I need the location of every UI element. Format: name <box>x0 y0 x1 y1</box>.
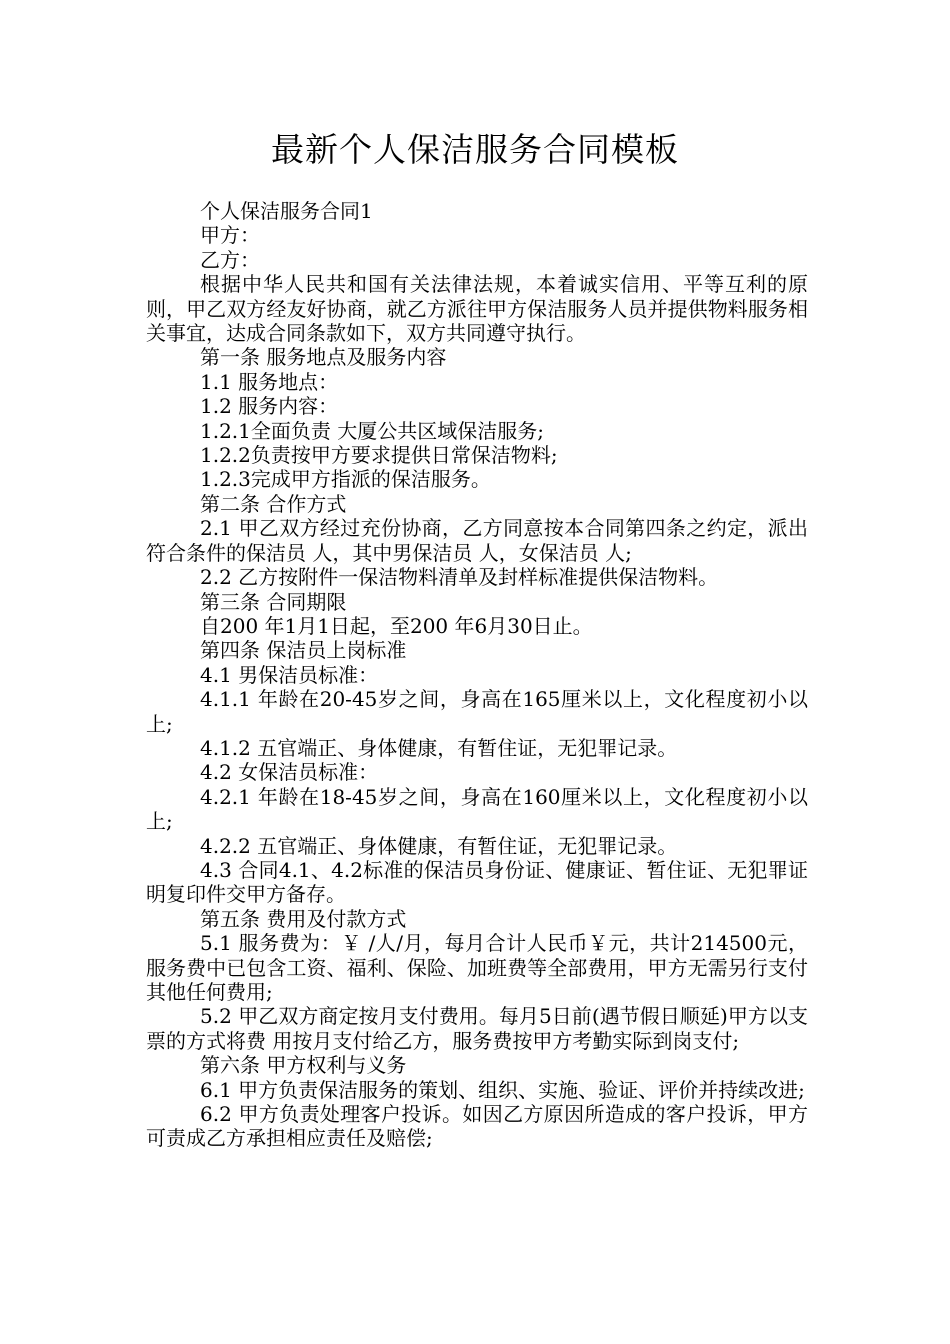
paragraph-contract-name: 个人保洁服务合同1 <box>200 199 373 223</box>
contract-period: 自200 年1月1日起，至200 年6月30日止。 <box>200 613 593 638</box>
section-heading-1: 第一条 服务地点及服务内容 <box>200 345 447 370</box>
clause-4-2: 4.2 女保洁员标准： <box>200 760 379 785</box>
clause-6-2: 6.2 甲方负责处理客户投诉。如因乙方原因所造成的客户投诉，甲方可责成乙方承担相应责任及赔偿; <box>146 1102 808 1151</box>
clause-4-1-2: 4.1.2 五官端正、身体健康，有暂住证，无犯罪记录。 <box>200 735 678 760</box>
clause-5-1: 5.1 服务费为：￥ /人/月，每月合计人民币￥元，共计214500元，服务费中已包含工资、福利、保险、加班费等全部费用，甲方无需另行支付其他任何费用; <box>146 931 808 1004</box>
clause-5-2: 5.2 甲乙双方商定按月支付费用。每月5日前(遇节假日顺延)甲方以支票的方式将费 用按月支付给乙方，服务费按甲方考勤实际到岗支付; <box>146 1004 808 1053</box>
clause-2-1: 2.1 甲乙双方经过充份协商，乙方同意按本合同第四条之约定，派出符合条件的保洁员 人，其中男保洁员 人，女保洁员 人; <box>146 516 808 565</box>
document-body <box>146 199 808 1151</box>
paragraph-party-a: 甲方： <box>200 223 260 248</box>
clause-4-1-1: 4.1.1 年龄在20-45岁之间，身高在165厘米以上，文化程度初小以上; <box>146 687 808 736</box>
clause-1-2: 1.2 服务内容： <box>200 394 339 419</box>
clause-1-2-2: 1.2.2负责按甲方要求提供日常保洁物料; <box>200 443 558 468</box>
document-title: 最新个人保洁服务合同模板 <box>271 130 679 169</box>
clause-1-2-3: 1.2.3完成甲方指派的保洁服务。 <box>200 467 491 492</box>
clause-4-1: 4.1 男保洁员标准： <box>200 662 379 687</box>
clause-4-2-1: 4.2.1 年龄在18-45岁之间，身高在160厘米以上，文化程度初小以上; <box>146 784 808 834</box>
clause-4-2-2: 4.2.2 五官端正、身体健康，有暂住证，无犯罪记录。 <box>200 833 678 858</box>
clause-1-1: 1.1 服务地点： <box>200 369 339 394</box>
section-heading-4: 第四条 保洁员上岗标准 <box>200 638 407 663</box>
section-heading-5: 第五条 费用及付款方式 <box>200 906 407 931</box>
clause-2-2: 2.2 乙方按附件一保洁物料清单及封样标准提供保洁物料。 <box>200 565 719 590</box>
clause-1-2-1: 1.2.1全面负责 大厦公共区域保洁服务; <box>200 418 544 443</box>
clause-6-1: 6.1 甲方负责保洁服务的策划、组织、实施、验证、评价并持续改进; <box>200 1077 805 1102</box>
section-heading-3: 第三条 合同期限 <box>200 589 347 614</box>
section-heading-6: 第六条 甲方权利与义务 <box>200 1053 407 1078</box>
paragraph-party-b: 乙方： <box>200 247 260 272</box>
clause-4-3: 4.3 合同4.1、4.2标准的保洁员身份证、健康证、暂住证、无犯罪证明复印件交甲方备存。 <box>146 857 808 907</box>
paragraph-preamble: 根据中华人民共和国有关法律法规，本着诚实信用、平等互利的原则，甲乙双方经友好协商，就乙方派往甲方保洁服务人员并提供物料服务相关事宜，达成合同条款如下，双方共同遵守执行。 <box>146 272 808 346</box>
section-heading-2: 第二条 合作方式 <box>200 491 347 516</box>
